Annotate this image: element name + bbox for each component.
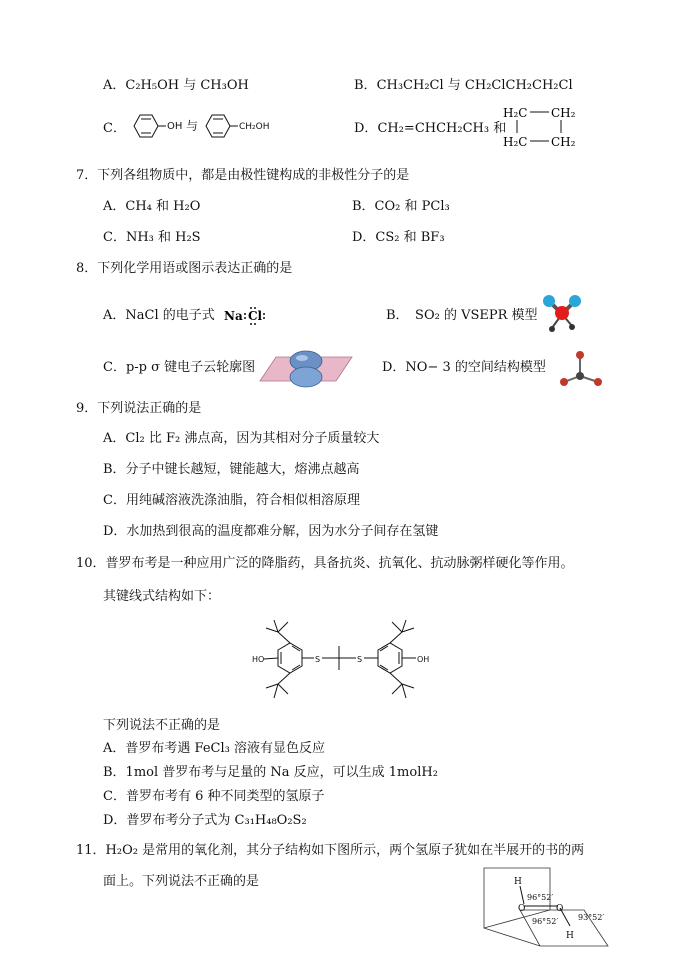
fig-angle-1: 96°52′ [527,893,554,902]
q6-b-label: B． [354,78,377,93]
q6-a-label: A． [103,78,126,93]
probucol-s2: S [357,655,363,664]
benzene-ring-2 [206,115,230,137]
orbital-lobe-bottom [290,367,322,387]
q8-option-d: D．NO− 3 的空间结构模型 [382,360,546,375]
probucol-left-ring [278,643,302,673]
oxygen-atom-2 [569,295,581,307]
q7-option-d: D．CS₂ 和 BF₃ [352,230,445,245]
o-atom-right [594,378,602,386]
q7-stem: 7．下列各组物质中，都是由极性键构成的非极性分子的是 [76,168,410,183]
q9-option-d: D．水加热到很高的温度都难分解，因为水分子间存在氢键 [103,524,439,539]
q10-option-a: A．普罗布考遇 FeCl₃ 溶液有显色反应 [103,741,325,756]
electron-formula-na: Na [224,309,243,323]
q6-c-oh1: OH [167,121,183,132]
probucol-oh: OH [417,655,430,664]
oxygen-atom-1 [543,295,555,307]
probucol-ho: HO [252,655,265,664]
so2-vsepr-model [538,290,586,334]
q6-option-c-structures [128,110,288,144]
q7-option-b: B．CO₂ 和 PCl₃ [352,199,450,214]
fig-angle-3: 93°52′ [578,913,605,922]
fig-o2: O [556,904,564,914]
electron-formula-cl: Cl [248,309,263,323]
q9-option-a: A．Cl₂ 比 F₂ 沸点高，因为其相对分子质量较大 [103,431,380,446]
h2o2-structure-figure [480,866,610,948]
q6-option-d [354,120,506,138]
q6-b-text: CH₃CH₂Cl 与 CH₂ClCH₂CH₂Cl [376,78,573,93]
fig-h2: H [566,931,574,941]
cyclobutane-structure [503,102,583,150]
o-atom-left [560,378,568,386]
nacl-electron-formula [222,301,272,329]
probucol-s1: S [315,655,321,664]
cyclobutane-h2c-top: H₂C [503,106,528,120]
benzene-ring-1 [134,115,158,137]
q10-option-b: B．1mol 普罗布考与足量的 Na 反应，可以生成 1molH₂ [103,765,438,780]
q7-option-c: C．NH₃ 和 H₂S [103,230,201,245]
cyclobutane-h2c-bottom: H₂C [503,135,528,149]
q11-stem2: 面上。下列说法不正确的是 [103,874,260,889]
q10-option-c: C．普罗布考有 6 种不同类型的氢原子 [103,789,325,804]
q11-stem: 11．H₂O₂ 是常用的氧化剂，其分子结构如下图所示，两个氢原子犹如在半展开的书的两 [76,843,585,858]
q8-option-b: B． SO₂ 的 VSEPR 模型 [386,308,538,323]
fig-o1: O [518,904,526,914]
q9-option-b: B．分子中键长越短，键能越大，熔沸点越高 [103,462,360,477]
probucol-structure [244,614,444,710]
q9-stem: 9．下列说法正确的是 [76,401,202,416]
q7-option-a: A．CH₄ 和 H₂O [103,199,201,214]
q6-option-c-label: C． [103,121,126,136]
q6-option-b [354,77,573,95]
q6-a-text: C₂H₅OH 与 CH₃OH [125,78,249,93]
q6-option-a [103,77,249,95]
p-p-sigma-orbital-diagram [258,349,354,389]
probucol-right-ring [378,643,402,673]
q8-option-c: C．p-p σ 键电子云轮廓图 [103,360,256,375]
q8-option-a: A．NaCl 的电子式 [103,308,215,323]
cyclobutane-ch2-bottom: CH₂ [551,135,576,149]
book-planes [484,868,608,946]
q10-ask: 下列说法不正确的是 [103,718,221,733]
q10-stem2: 其键线式结构如下： [103,589,221,604]
q10-stem: 10．普罗布考是一种应用广泛的降脂药，具备抗炎、抗氧化、抗动脉粥样硬化等作用。 [76,556,574,571]
fig-angle-2: 96°52′ [532,917,559,926]
sulfur-atom [555,306,569,320]
fig-h1: H [514,877,522,887]
q10-option-d: D．普罗布考分子式为 C₃₁H₄₈O₂S₂ [103,813,307,828]
q6-d-text: CH₂=CHCH₂CH₃ 和 [377,121,507,136]
q6-c-yu: 与 [186,119,199,133]
n-atom [576,372,584,380]
o-atom-top [576,351,584,359]
no3-structure-model [556,348,608,390]
q6-d-label: D． [354,121,378,136]
q6-c-ch2oh: CH₂OH [239,122,270,132]
cyclobutane-ch2-top: CH₂ [551,106,576,120]
q9-option-c: C．用纯碱溶液洗涤油脂，符合相似相溶原理 [103,493,360,508]
q8-stem: 8．下列化学用语或图示表达正确的是 [76,261,293,276]
